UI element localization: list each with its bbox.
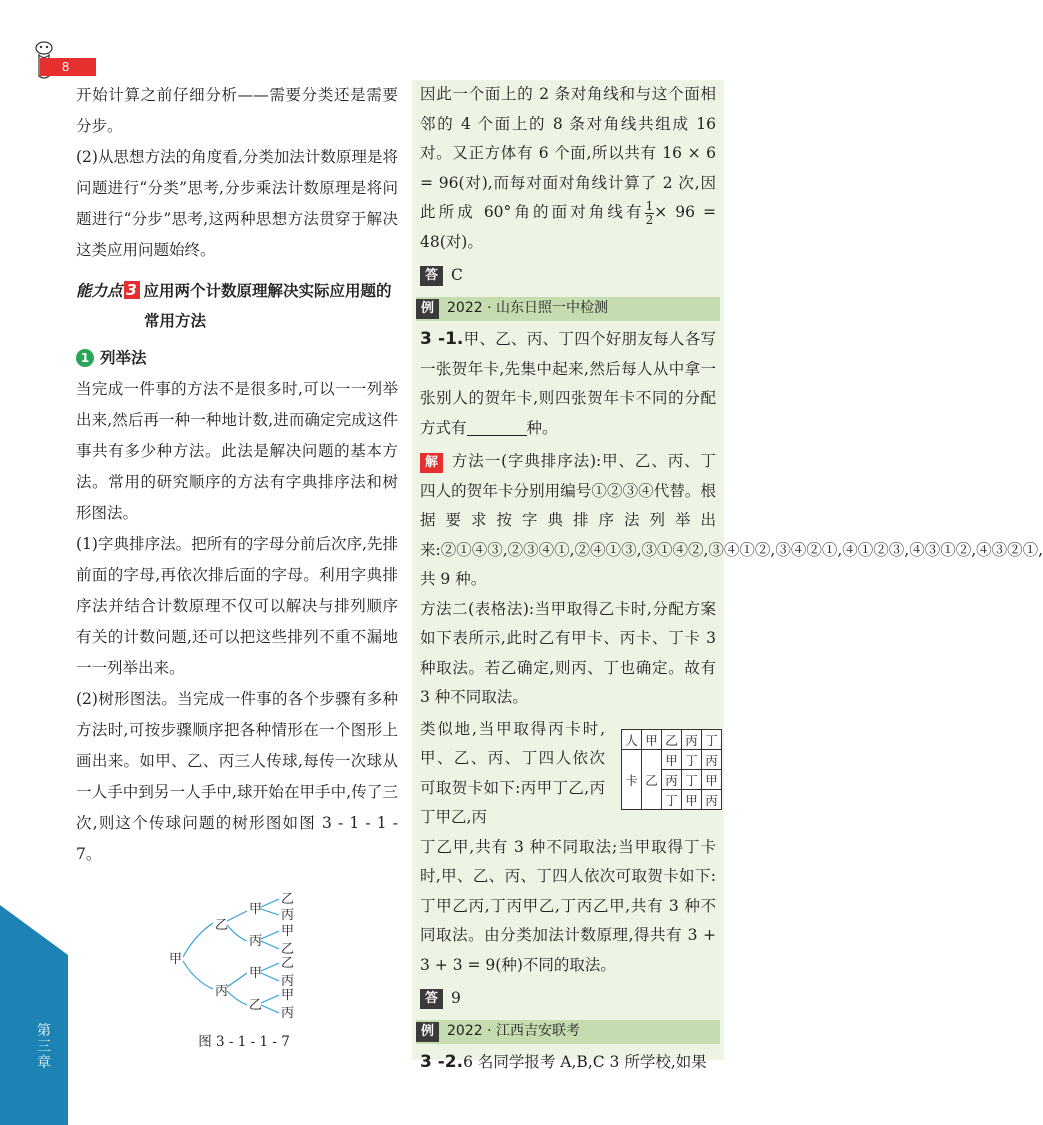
method-heading bbox=[76, 342, 398, 374]
ability-title-cont: 常用方法 bbox=[144, 312, 207, 330]
tree-leaf: 丙 bbox=[281, 974, 295, 989]
question bbox=[420, 1048, 716, 1078]
table-cell: 丁 bbox=[682, 750, 702, 770]
right-column bbox=[420, 80, 1043, 1078]
text: 因此一个面上的 2 条对角线和与这个面相邻的 4 个面上的 8 条对角线共组成 16 对。又正方体有 6 个面,所以共有 16 × 6 = 96(对),而每对面对角线计算了 2 次,因此所成 60°角的面对角线有 bbox=[420, 85, 716, 221]
figure-caption: 图 3 - 1 - 1 - 7 bbox=[198, 1034, 290, 1050]
table-cell: 甲 bbox=[662, 750, 682, 770]
table-cell: 甲 bbox=[682, 790, 702, 810]
table-row bbox=[622, 730, 722, 750]
chapter-label: 第三章 bbox=[37, 1022, 51, 1070]
example-source: 2022 · 山东日照一中检测 bbox=[447, 300, 608, 317]
tree-node: 丙 bbox=[215, 984, 229, 999]
example-header bbox=[416, 1020, 720, 1044]
text: × 96 = 48(对)。 bbox=[420, 203, 716, 251]
solution-text: 类似地,当甲取得丙卡时,甲、乙、丙、丁四人依次可取贺卡如下:丙甲丁乙,丙丁甲乙,丙 bbox=[420, 719, 605, 826]
table-cell: 丁 bbox=[702, 730, 722, 750]
method-number: 1 bbox=[76, 349, 94, 367]
paragraph bbox=[420, 80, 716, 257]
tree-node: 乙 bbox=[249, 998, 263, 1013]
paragraph: (2)从思想方法的角度看,分类加法计数原理是将问题进行“分类”思考,分步乘法计数原理是将问题进行“分步”思考,这两种思想方法贯穿于解决这类应用问题始终。 bbox=[76, 148, 398, 259]
tree-node: 乙 bbox=[215, 918, 229, 933]
ability-label: 能力点 bbox=[76, 282, 123, 300]
paragraph: (2)树形图法。当完成一件事的各个步骤有多种方法时,可按步骤顺序把各种情形在一个图形上画出来。如甲、乙、丙三人传球,每传一次球从一人手中到另一人手中,球开始在甲手中,传了三次,则这个传球问题的树形图如图 3 - 1 - 1 - 7。 bbox=[76, 690, 398, 863]
tree-edge bbox=[261, 899, 279, 907]
table-cell: 人 bbox=[622, 730, 642, 750]
example-tag: 例 bbox=[416, 299, 439, 319]
tree-edge bbox=[227, 925, 247, 941]
tree-leaf: 乙 bbox=[281, 942, 295, 957]
tree-node: 丙 bbox=[249, 934, 263, 949]
tree-leaf: 甲 bbox=[281, 924, 295, 939]
ability-title: 应用两个计数原理解决实际应用题的 bbox=[143, 282, 392, 300]
fraction-denominator: 2 bbox=[645, 212, 654, 227]
tree-leaf: 丙 bbox=[281, 908, 295, 923]
table-cell: 甲 bbox=[702, 770, 722, 790]
answer-blank bbox=[467, 417, 527, 436]
tree-edge bbox=[261, 963, 279, 971]
tree-leaf: 丙 bbox=[281, 1006, 295, 1021]
paragraph: 当完成一件事的方法不是很多时,可以一一列举出来,然后再一种一种地计数,进而确定完成这件事共有多少种方法。此法是解决问题的基本方法。常用的研究顺序的方法有字典排序法和树形图法。 bbox=[76, 380, 398, 522]
table-cell: 丙 bbox=[662, 770, 682, 790]
tree-edge bbox=[227, 911, 247, 921]
table-cell: 丁 bbox=[662, 790, 682, 810]
tree-edge bbox=[261, 931, 279, 939]
tree-edge bbox=[261, 1005, 279, 1013]
tree-node: 甲 bbox=[249, 966, 263, 981]
table-cell: 丙 bbox=[702, 750, 722, 770]
solution bbox=[420, 447, 1043, 595]
paragraph: 开始计算之前仔细分析——需要分类还是需要分步。 bbox=[76, 86, 398, 135]
tree-edge bbox=[227, 991, 247, 1005]
ability-heading bbox=[76, 276, 398, 336]
answer-value: 9 bbox=[451, 989, 461, 1008]
question-text: 甲、乙、丙、丁四个好朋友每人各写一张贺年卡,先集中起来,然后每人从中拿一张别人的贺年卡,则四张贺年卡不同的分配方式有 bbox=[420, 330, 716, 437]
answer-tag: 答 bbox=[420, 266, 443, 286]
table-row bbox=[622, 750, 722, 770]
table-cell: 乙 bbox=[642, 750, 662, 810]
page-number: 8 bbox=[40, 58, 96, 76]
fraction-numerator: 1 bbox=[645, 198, 654, 213]
answer-tag: 答 bbox=[420, 989, 443, 1009]
question-text: 种。 bbox=[526, 418, 558, 437]
tree-edge bbox=[261, 995, 279, 1003]
question-number: 3 -2. bbox=[420, 1052, 464, 1072]
answer-value: C bbox=[451, 266, 463, 285]
solution: 方法二(表格法):当甲取得乙卡时,分配方案如下表所示,此时乙有甲卡、丙卡、丁卡 3 种取法。若乙确定,则丙、丁也确定。故有 3 种不同取法。 bbox=[420, 599, 716, 706]
tree-leaf: 甲 bbox=[281, 988, 295, 1003]
table-cell: 丁 bbox=[682, 770, 702, 790]
left-column bbox=[76, 80, 398, 870]
solution-tag: 解 bbox=[420, 453, 443, 473]
solution-text: 丁乙甲,共有 3 种不同取法;当甲取得丁卡时,甲、乙、丙、丁四人依次可取贺卡如下:丁甲乙丙,丁丙甲乙,丁丙乙甲,共有 3 种不同取法。由分类加法计数原理,得共有 3 + 3 + 3 = 9(种)不同的取法。 bbox=[420, 837, 716, 974]
tree-node: 甲 bbox=[249, 902, 263, 917]
distribution-table bbox=[621, 729, 722, 810]
example-source: 2022 · 江西吉安联考 bbox=[447, 1023, 580, 1040]
method-title: 列举法 bbox=[100, 349, 147, 367]
tree-leaf: 乙 bbox=[281, 892, 295, 907]
table-cell: 甲 bbox=[642, 730, 662, 750]
tree-edge bbox=[183, 923, 213, 957]
question bbox=[420, 325, 716, 443]
tree-node-root: 甲 bbox=[169, 952, 183, 967]
paragraph: (1)字典排序法。把所有的字母分前后次序,先排前面的字母,再依次排后面的字母。利用字典排序法并结合计数原理不仅可以解决与排列顺序有关的计数问题,还可以把这些排列不重不漏地一一列举出来。 bbox=[76, 535, 398, 677]
chapter-sidebar bbox=[0, 905, 68, 1125]
solution-text: 方法一(字典排序法):甲、乙、丙、丁四人的贺年卡分别用编号①②③④代替。根据要求按字典排序法列举出来:②①④③,②③④①,②④①③,③①④②,③④①②,③④②①,④①②③,④③①②,④③②①,共 9 种。 bbox=[420, 452, 1043, 588]
table-cell: 乙 bbox=[662, 730, 682, 750]
tree-edge bbox=[261, 909, 279, 915]
table-cell: 丙 bbox=[682, 730, 702, 750]
tree-edge bbox=[183, 961, 213, 989]
tree-edge bbox=[261, 973, 279, 981]
example-header bbox=[416, 297, 720, 321]
answer-line bbox=[420, 984, 716, 1014]
tree-edge bbox=[261, 941, 279, 949]
answer-line bbox=[420, 261, 716, 291]
question-text: 6 名同学报考 A,B,C 3 所学校,如果 bbox=[463, 1053, 707, 1071]
example-tag: 例 bbox=[416, 1022, 439, 1042]
ability-number: 3 bbox=[124, 281, 140, 299]
tree-diagram bbox=[165, 893, 315, 1023]
tree-edge bbox=[227, 973, 247, 987]
question-number: 3 -1. bbox=[420, 329, 464, 349]
tree-leaf: 乙 bbox=[281, 956, 295, 971]
table-cell: 丙 bbox=[702, 790, 722, 810]
fraction bbox=[645, 200, 655, 227]
table-cell: 卡 bbox=[622, 750, 642, 810]
